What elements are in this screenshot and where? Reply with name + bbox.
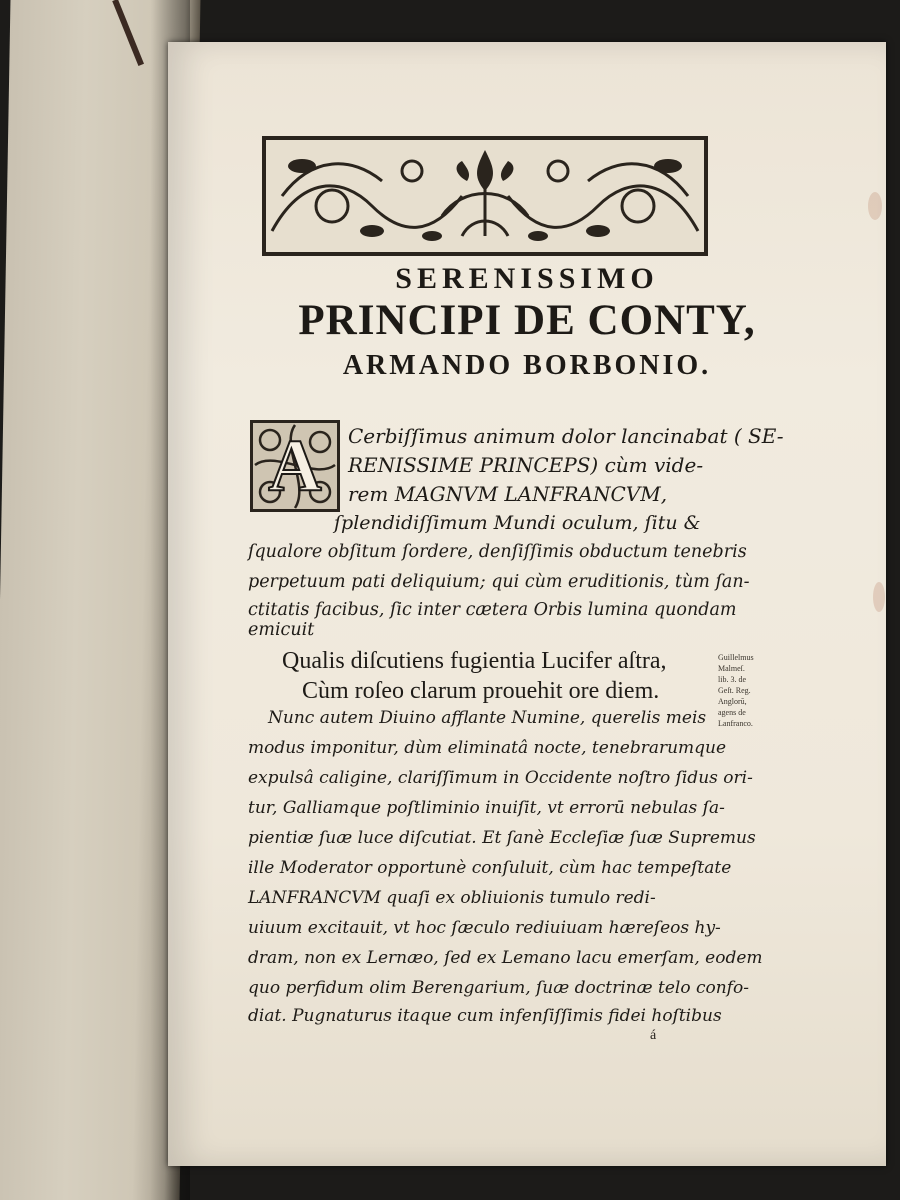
text-line: quo perfidum olim Berengarium, ſuæ doctrinæ telo confo- bbox=[248, 978, 749, 998]
initial-letter: A bbox=[268, 425, 322, 507]
text-line: RENISSIME PRINCEPS) cùm vide- bbox=[348, 453, 704, 477]
text-line: Cerbiſſimus animum dolor lancinabat ( SE- bbox=[348, 424, 784, 448]
heading-principi-de-conty: PRINCIPI DE CONTY, bbox=[298, 297, 756, 344]
verse-line: Qualis diſcutiens fugientia Lucifer aſtra, bbox=[282, 648, 667, 674]
text-line: pientiæ ſuæ luce diſcutiat. Et ſanè Eccleſiæ ſuæ Supremus bbox=[248, 828, 756, 848]
text-line: ſqualore obſitum ſordere, denſiſſimis obductum tenebris bbox=[248, 542, 747, 562]
ornamental-headpiece bbox=[262, 136, 708, 256]
text-line: Nunc autem Diuino afflante Numine, querelis meis bbox=[268, 708, 707, 728]
marginal-note-line: Geſt. Reg. bbox=[718, 686, 751, 695]
text-line: rem MAGNVM LANFRANCVM, bbox=[348, 482, 668, 506]
text-line: emicuit bbox=[248, 620, 315, 640]
text-line: tur, Galliamque poſtliminio inuiſit, vt errorū nebulas ſa- bbox=[248, 798, 725, 818]
text-line: ctitatis facibus, ſic inter cætera Orbis lumina quondam bbox=[248, 600, 737, 620]
heading-serenissimo: SERENISSIMO bbox=[395, 262, 659, 295]
heading-armando-borbonio: ARMANDO BORBONIO. bbox=[342, 350, 712, 381]
text-line: perpetuum pati deliquium; qui cùm eruditionis, tùm ſan- bbox=[248, 572, 750, 592]
marginal-note-line: Guillelmus bbox=[718, 653, 754, 662]
marginal-note-line: Anglorū, bbox=[718, 697, 747, 706]
marginal-note bbox=[718, 652, 774, 729]
page-foxing bbox=[873, 582, 885, 612]
marginal-note-line: lib. 3. de bbox=[718, 675, 746, 684]
text-line: uiuum excitauit, vt hoc ſæculo rediuiuam hæreſeos hy- bbox=[248, 918, 721, 938]
text-line: dram, non ex Lernæo, ſed ex Lemano lacu emerſam, eodem bbox=[248, 948, 763, 968]
text-line: expulsâ caligine, clariſſimum in Occidente noſtro ſidus ori- bbox=[248, 768, 753, 788]
marginal-note-line: agens de bbox=[718, 708, 746, 717]
page-foxing bbox=[868, 192, 882, 220]
decorated-initial bbox=[250, 420, 340, 512]
signature-mark: á bbox=[650, 1028, 657, 1043]
marginal-note-line: Lanfranco. bbox=[718, 719, 753, 728]
text-line: ſplendidiſſimum Mundi oculum, ſitu & bbox=[334, 512, 701, 534]
text-line: diat. Pugnaturus itaque cum infenſiſſimis fidei hoſtibus bbox=[248, 1006, 722, 1026]
marginal-note-line: Malmeſ. bbox=[718, 664, 745, 673]
text-line: modus imponitur, dùm eliminatâ nocte, tenebrarumque bbox=[248, 738, 727, 758]
text-line: LANFRANCVM quaſi ex obliuionis tumulo redi- bbox=[248, 888, 656, 908]
text-line: ille Moderator opportunè conſuluit, cùm hac tempeſtate bbox=[248, 858, 732, 878]
verse-line: Cùm roſeo clarum prouehit ore diem. bbox=[302, 678, 660, 704]
